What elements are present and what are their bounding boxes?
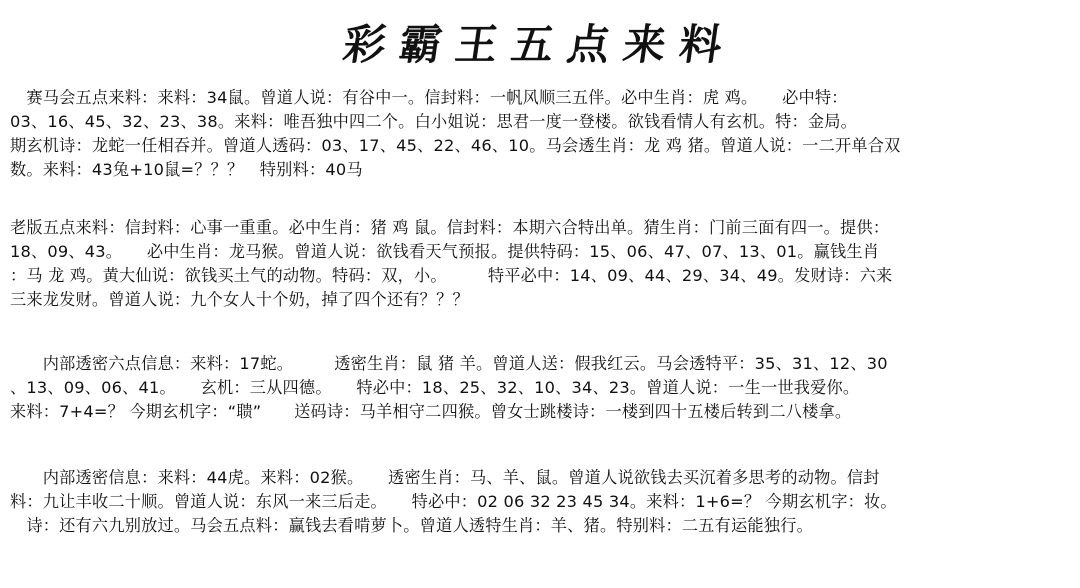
section-internal-info xyxy=(10,466,1070,538)
text-line: 来料：7+4=？ 今期玄机字：“聩” 送码诗：马羊相守二四猴。曾女士跳楼诗：一楼到四十五楼后转到二八楼拿。 xyxy=(10,402,852,421)
text-line: 、13、09、06、41。 玄机：三从四德。 特必中：18、25、32、10、34、23。曾道人说：一生一世我爱你。 xyxy=(10,378,860,397)
text-line: 料：九让丰收二十顺。曾道人说：东风一来三后走。 特必中：02 06 32 23 45 34。来料：1+6=？ 今期玄机字：妆。 xyxy=(10,492,897,511)
text-line: 赛马会五点来料：来料：34鼠。曾道人说：有谷中一。信封料：一帆风顺三五伴。必中生肖：虎 鸡。 必中特： xyxy=(10,88,848,107)
text-line: 18、09、43。 必中生肖：龙马猴。曾道人说：欲钱看天气预报。提供特码：15、06、47、07、13、01。赢钱生肖 xyxy=(10,242,880,261)
text-line: 期玄机诗：龙蛇一任相吞并。曾道人透码：03、17、45、22、46、10。马会透生肖：龙 鸡 猪。曾道人说：一二开单合双 xyxy=(10,136,901,155)
text-line: 内部透密六点信息：来料：17蛇。 透密生肖：鼠 猪 羊。曾道人送：假我红云。马会透特平：35、31、12、30 xyxy=(10,354,888,373)
text-line: 三来龙发财。曾道人说：九个女人十个奶，掉了四个还有？？？ xyxy=(10,290,469,309)
text-line: 03、16、45、32、23、38。来料：唯吾独中四二个。白小姐说：思君一度一登楼。欲钱看情人有玄机。特：金局。 xyxy=(10,112,858,131)
text-line: 内部透密信息：来料：44虎。来料：02猴。 透密生肖：马、羊、鼠。曾道人说欲钱去买沉着多思考的动物。信封 xyxy=(10,468,880,487)
text-line: 诗：还有六九别放过。马会五点料：赢钱去看啃萝卜。曾道人透特生肖：羊、猪。特别料：二五有运能独行。 xyxy=(10,516,813,535)
section-racing-five-point xyxy=(10,86,1070,182)
section-old-edition-five-point xyxy=(10,216,1070,312)
page-title: 彩霸王五点来料 xyxy=(340,20,740,69)
section-internal-six-point xyxy=(10,352,1070,424)
text-line: ：马 龙 鸡。黄大仙说：欲钱买土气的动物。特码：双，小。 特平必中：14、09、44、29、34、49。发财诗：六来 xyxy=(10,266,893,285)
text-line: 老版五点来料：信封料：心事一重重。必中生肖：猪 鸡 鼠。信封料：本期六合特出单。猜生肖：门前三面有四一。提供： xyxy=(10,218,890,237)
text-line: 数。来料：43兔+10鼠=？？？ 特别料：40马 xyxy=(10,160,363,179)
